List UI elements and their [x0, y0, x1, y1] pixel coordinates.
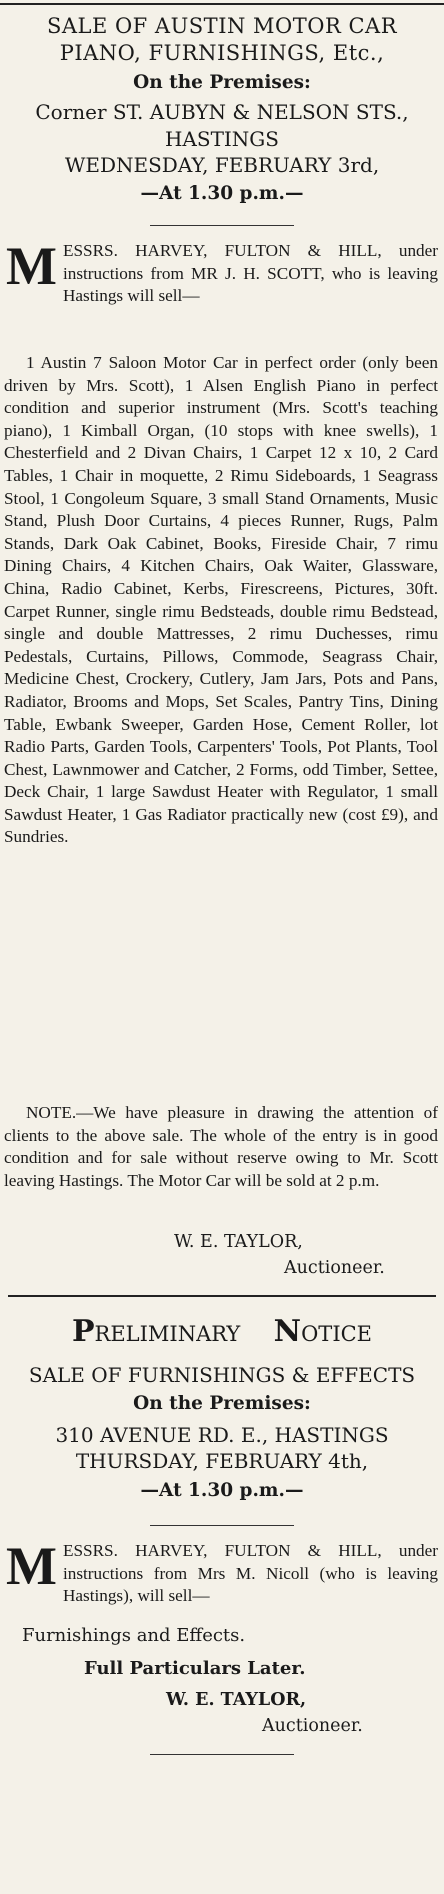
ad2-heading-initial2: N — [273, 1314, 302, 1349]
ad1-date: WEDNESDAY, FEBRUARY 3rd, — [64, 153, 380, 177]
ad2-heading-initial1: P — [71, 1314, 95, 1349]
ad1-intro — [4, 236, 438, 308]
ad1-dropcap: M — [6, 236, 57, 296]
ad2-signature: W. E. TAYLOR, — [166, 1690, 307, 1710]
ad2-heading — [0, 1314, 444, 1349]
ad2-heading-word2: OTICE — [301, 1322, 373, 1346]
ad2-heading-word1: RELIMINARY — [94, 1322, 241, 1346]
ad1-divider — [150, 225, 294, 226]
ad2-time: —At 1.30 p.m.— — [140, 1480, 304, 1501]
ad2-intro-text: ESSRS. HARVEY, FULTON & HILL, under instructions from Mrs M. Nicoll (who is leaving Hastings), will sell— — [62, 1541, 438, 1606]
ad1-time: —At 1.30 p.m.— — [140, 183, 304, 204]
ad1-items — [4, 352, 438, 849]
ad1-heading-line1: SALE OF AUSTIN MOTOR CAR — [46, 14, 398, 38]
bottom-rule — [150, 1754, 294, 1755]
middle-rule — [8, 1295, 436, 1297]
ad1-premises: On the Premises: — [133, 72, 311, 93]
ad1-city: HASTINGS — [164, 127, 279, 151]
ad1-note-text: NOTE.—We have pleasure in drawing the attention of clients to the above sale. The whole of the entry is in good condition and for sale without reserve owing to Mr. Scott leaving Hastings. The Motor Car will be sold at 2 p.m. — [4, 1103, 438, 1190]
ad2-address: 310 AVENUE RD. E., HASTINGS — [55, 1423, 389, 1447]
ad2-role: Auctioneer. — [262, 1716, 363, 1736]
ad2-premises: On the Premises: — [133, 1393, 311, 1414]
ad1-items-text: 1 Austin 7 Saloon Motor Car in perfect order (only been driven by Mrs. Scott), 1 Alsen English Piano in perfect condition and superior instrument (Mrs. Scott's teaching piano), 1 Kimball Organ, (10 stops with knee swells), 1 Chesterfield and 2 Divan Chairs, 1 Carpet 12 x 10, 2 Card Tables, 1 Chair in moquette, 2 Rimu Sideboards, 1 Seagrass Stool, 1 Congoleum Square, 3 small Stand Ornaments, Music Stand, Plush Door Curtains, 4 pieces Runner, Rugs, Palm Stands, Dark Oak Cabinet, Books, Fireside Chair, 7 rimu Dining Chairs, 4 Kitchen Chairs, Oak Waiter, Glassware, China, Radio Cabinet, Kerbs, Firescreens, Pictures, 30ft. Carpet Runner, single rimu Bedsteads, double rimu Bedstead, single and double Mattresses, 2 rimu Duchesses, rimu Pedestals, Curtains, Pillows, Commode, Seagrass Chair, Medicine Chest, Crockery, Cutlery, Jam Jars, Pots and Pans, Radiator, Brooms and Mops, Set Scales, Pantry Tins, Dining Table, Ewbank Sweeper, Garden Hose, Cement Roller, lot Radio Parts, Garden Tools, Carpenters' Tools, Pot Plants, Tool Chest, Lawnmower and Catcher, 2 Forms, odd Timber, Settee, Deck Chair, 1 large Sawdust Heater with Regulator, 1 small Sawdust Heater, 1 Gas Radiator practically new (cost £9), and Sundries. — [4, 353, 438, 847]
ad1-signature: W. E. TAYLOR, — [174, 1232, 303, 1252]
ad2-items: Furnishings and Effects. — [22, 1625, 246, 1646]
ad2-divider — [150, 1525, 294, 1526]
ad2-date: THURSDAY, FEBRUARY 4th, — [75, 1449, 369, 1473]
ad2-subheading: SALE OF FURNISHINGS & EFFECTS — [28, 1363, 416, 1387]
ad2-intro — [4, 1536, 438, 1608]
ad2-particulars: Full Particulars Later. — [84, 1658, 306, 1679]
ad1-note — [4, 1102, 438, 1192]
ad1-role: Auctioneer. — [284, 1258, 385, 1278]
ad1-address: Corner ST. AUBYN & NELSON STS., — [35, 100, 409, 124]
ad2-dropcap: M — [6, 1536, 57, 1596]
top-rule — [0, 3, 444, 5]
ad1-heading-line2: PIANO, FURNISHINGS, Etc., — [59, 41, 385, 65]
ad1-intro-text: ESSRS. HARVEY, FULTON & HILL, under instructions from MR J. H. SCOTT, who is leaving Hastings will sell— — [62, 241, 438, 306]
